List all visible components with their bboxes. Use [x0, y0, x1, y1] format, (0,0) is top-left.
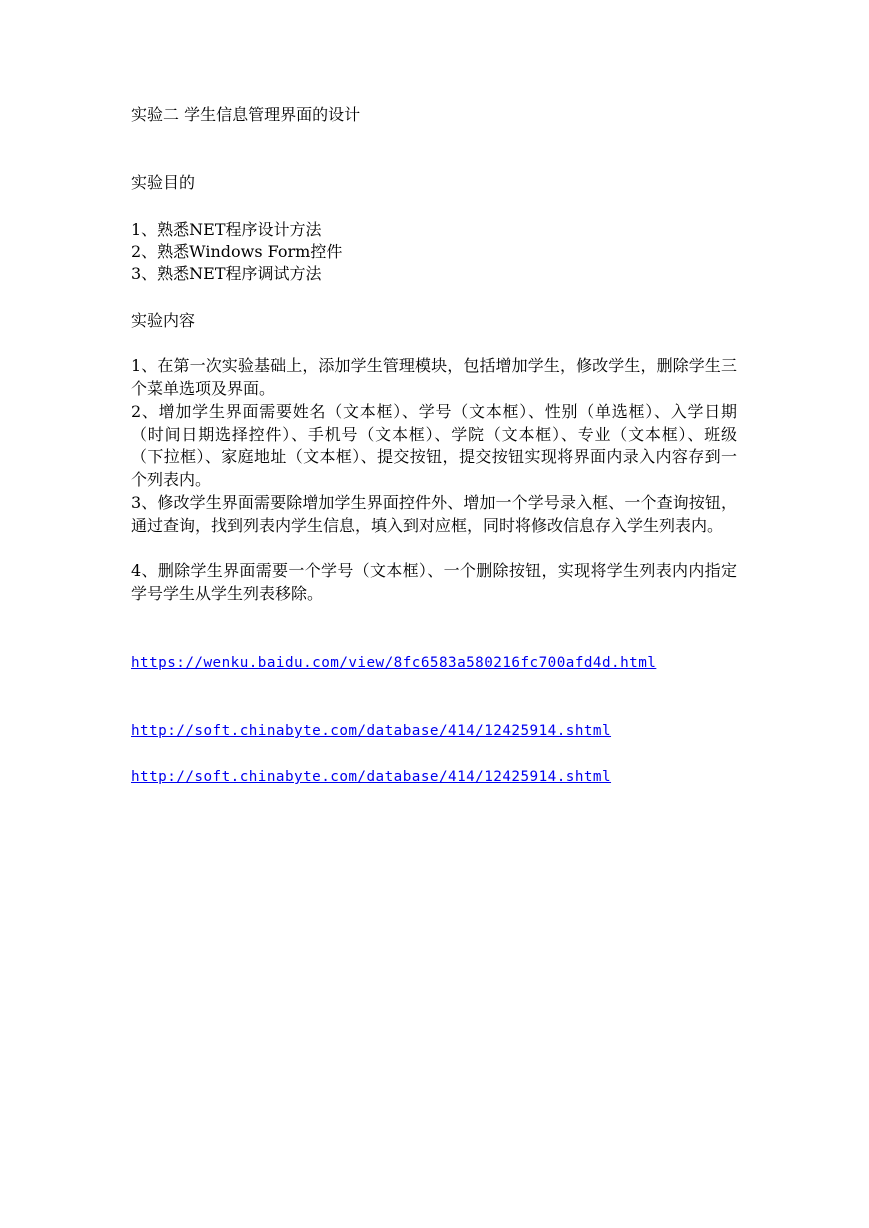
document-title: 实验二 学生信息管理界面的设计	[131, 105, 361, 124]
reference-link[interactable]: https://wenku.baidu.com/view/8fc6583a580216fc700afd4d.html	[131, 655, 657, 671]
objective-item: 3、熟悉NET程序调试方法	[131, 264, 322, 283]
content-item: 2、增加学生界面需要姓名（文本框）、学号（文本框）、性别（单选框）、入学日期（时间日期选择控件）、手机号（文本框）、学院（文本框）、专业（文本框）、班级（下拉框）、家庭地址（文本框）、提交按钮，提交按钮实现将界面内录入内容存到一个列表内。	[131, 402, 737, 490]
content-heading: 实验内容	[131, 311, 196, 330]
objective-item: 1、熟悉NET程序设计方法	[131, 220, 322, 239]
objective-item: 2、熟悉Windows Form控件	[131, 242, 343, 261]
objectives-heading: 实验目的	[131, 173, 196, 192]
content-item: 4、删除学生界面需要一个学号（文本框）、一个删除按钮，实现将学生列表内内指定学号学生从学生列表移除。	[131, 561, 737, 603]
reference-link[interactable]: http://soft.chinabyte.com/database/414/12425914.shtml	[131, 769, 612, 785]
reference-link[interactable]: http://soft.chinabyte.com/database/414/12425914.shtml	[131, 723, 612, 739]
content-item: 1、在第一次实验基础上，添加学生管理模块，包括增加学生，修改学生，删除学生三个菜单选项及界面。	[131, 356, 737, 398]
content-item: 3、修改学生界面需要除增加学生界面控件外、增加一个学号录入框、一个查询按钮，通过查询，找到列表内学生信息，填入到对应框，同时将修改信息存入学生列表内。	[131, 493, 737, 535]
